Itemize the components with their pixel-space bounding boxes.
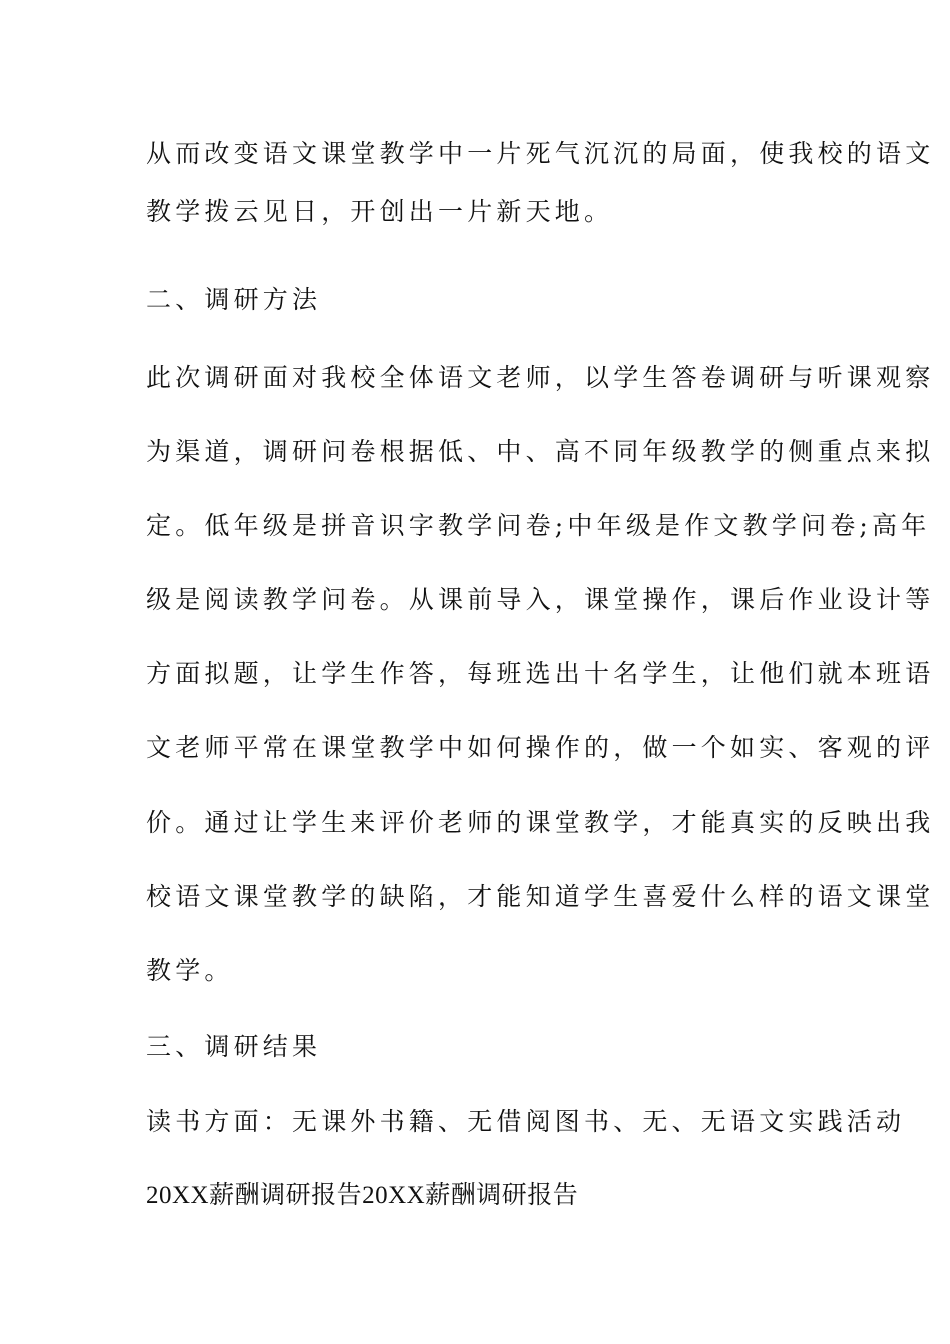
- paragraph-line: 价。通过让学生来评价老师的课堂教学，才能真实的反映出我: [146, 808, 935, 837]
- paragraph-line: 此次调研面对我校全体语文老师，以学生答卷调研与听课观察: [146, 363, 935, 392]
- paragraph-line: 教学。: [146, 956, 234, 985]
- paragraph-line: 定。低年级是拼音识字教学问卷;中年级是作文教学问卷;高年: [146, 511, 931, 540]
- paragraph-line: 文老师平常在课堂教学中如何操作的，做一个如实、客观的评: [146, 733, 935, 762]
- section-heading-method: 二、调研方法: [146, 285, 322, 314]
- paragraph-line: 教学拨云见日，开创出一片新天地。: [146, 197, 614, 226]
- paragraph-line: 级是阅读教学问卷。从课前导入，课堂操作，课后作业设计等: [146, 585, 935, 614]
- paragraph-line: 读书方面：无课外书籍、无借阅图书、无、无语文实践活动: [146, 1107, 906, 1136]
- paragraph-line: 方面拟题，让学生作答，每班选出十名学生，让他们就本班语: [146, 659, 935, 688]
- paragraph-line: 校语文课堂教学的缺陷，才能知道学生喜爱什么样的语文课堂: [146, 882, 935, 911]
- paragraph-line: 为渠道，调研问卷根据低、中、高不同年级教学的侧重点来拟: [146, 437, 935, 466]
- paragraph-line: 从而改变语文课堂教学中一片死气沉沉的局面，使我校的语文: [146, 139, 935, 168]
- section-heading-results: 三、调研结果: [146, 1032, 322, 1061]
- document-footer-title: 20XX薪酬调研报告20XX薪酬调研报告: [146, 1182, 579, 1209]
